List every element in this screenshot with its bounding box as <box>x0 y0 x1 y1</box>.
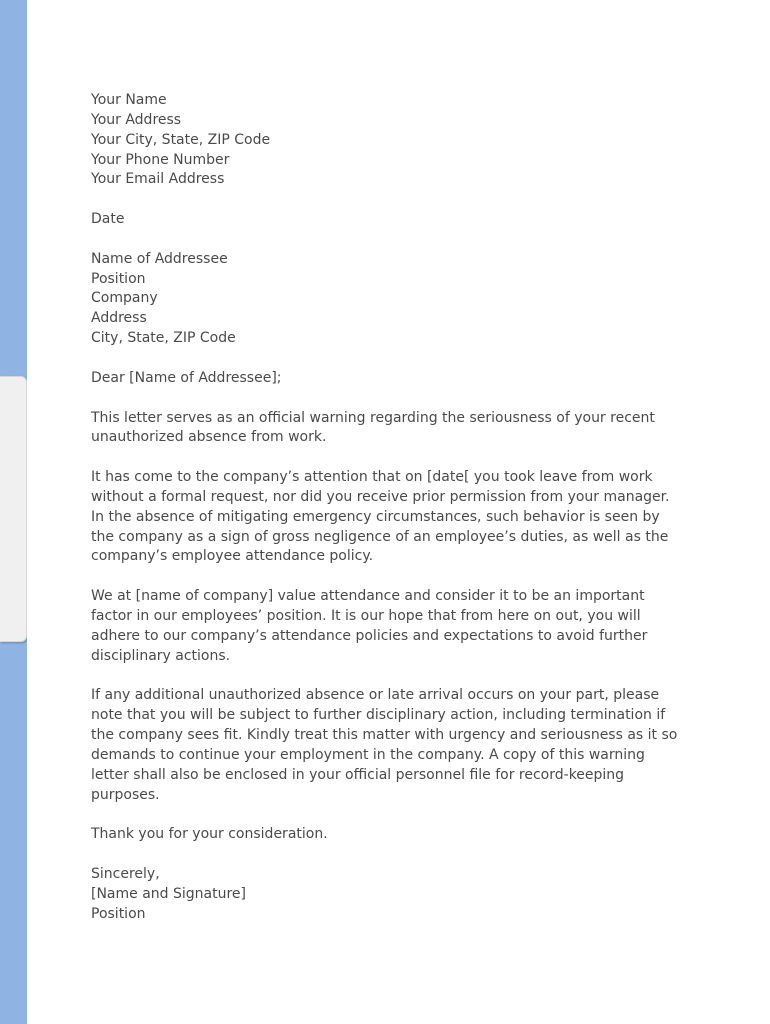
sender-address: Your Address <box>91 111 182 128</box>
paragraph-line: without a formal request, nor did you receive prior permission from your manager. <box>91 488 670 505</box>
paragraph-line: letter shall also be enclosed in your official personnel file for record-keeping <box>91 766 625 783</box>
recipient-company: Company <box>91 290 158 307</box>
recipient-position: Position <box>91 270 146 287</box>
recipient-city-state-zip: City, State, ZIP Code <box>91 330 236 347</box>
salutation-block <box>91 369 691 389</box>
sender-email: Your Email Address <box>91 171 225 188</box>
body-paragraph-3 <box>91 587 691 666</box>
paragraph-line: the company as a sign of gross negligence of an employee’s duties, as well as the <box>91 528 669 545</box>
paragraph-line: the company sees fit. Kindly treat this matter with urgency and seriousness as it so <box>91 727 678 743</box>
paragraph-line: unauthorized absence from work. <box>91 429 327 446</box>
warning-letter <box>91 91 691 924</box>
body-paragraph-4 <box>91 686 691 805</box>
paragraph-line: disciplinary actions. <box>91 647 231 664</box>
signer-position: Position <box>91 905 146 922</box>
paragraph-line: This letter serves as an official warning regarding the seriousness of your recent <box>91 409 655 426</box>
sidebar-toggle-tab[interactable] <box>0 376 27 642</box>
letter-date: Date <box>91 211 125 228</box>
paragraph-line: We at [name of company] value attendance and consider it to be an important <box>91 588 645 605</box>
recipient-block <box>91 250 691 349</box>
body-paragraph-2 <box>91 468 691 567</box>
valediction: Sincerely, <box>91 865 160 882</box>
sender-city-state-zip: Your City, State, ZIP Code <box>91 131 271 148</box>
paragraph-line: In the absence of mitigating emergency circumstances, such behavior is seen by <box>91 508 660 525</box>
sender-block <box>91 91 691 190</box>
paragraph-line: Thank you for your consideration. <box>91 826 328 843</box>
paragraph-line: demands to continue your employment in the company. A copy of this warning <box>91 746 645 763</box>
body-paragraph-1 <box>91 409 691 449</box>
paragraph-line: If any additional unauthorized absence or late arrival occurs on your part, please <box>91 687 660 704</box>
sender-phone: Your Phone Number <box>91 151 230 168</box>
paragraph-line: It has come to the company’s attention that on [date[ you took leave from work <box>91 469 653 486</box>
paragraph-line: factor in our employees’ position. It is our hope that from here on out, you will <box>91 607 641 624</box>
date-block <box>91 210 691 230</box>
salutation: Dear [Name of Addressee]; <box>91 369 282 386</box>
sender-name: Your Name <box>91 92 167 108</box>
paragraph-line: company’s employee attendance policy. <box>91 548 374 565</box>
paragraph-line: adhere to our company’s attendance policies and expectations to avoid further <box>91 627 648 644</box>
recipient-name: Name of Addressee <box>91 250 228 267</box>
closing-block <box>91 865 691 925</box>
recipient-address: Address <box>91 310 147 327</box>
paragraph-line: purposes. <box>91 786 160 803</box>
paragraph-line: note that you will be subject to further disciplinary action, including termination if <box>91 707 666 724</box>
signature-placeholder: [Name and Signature] <box>91 885 247 902</box>
body-paragraph-5 <box>91 825 691 845</box>
